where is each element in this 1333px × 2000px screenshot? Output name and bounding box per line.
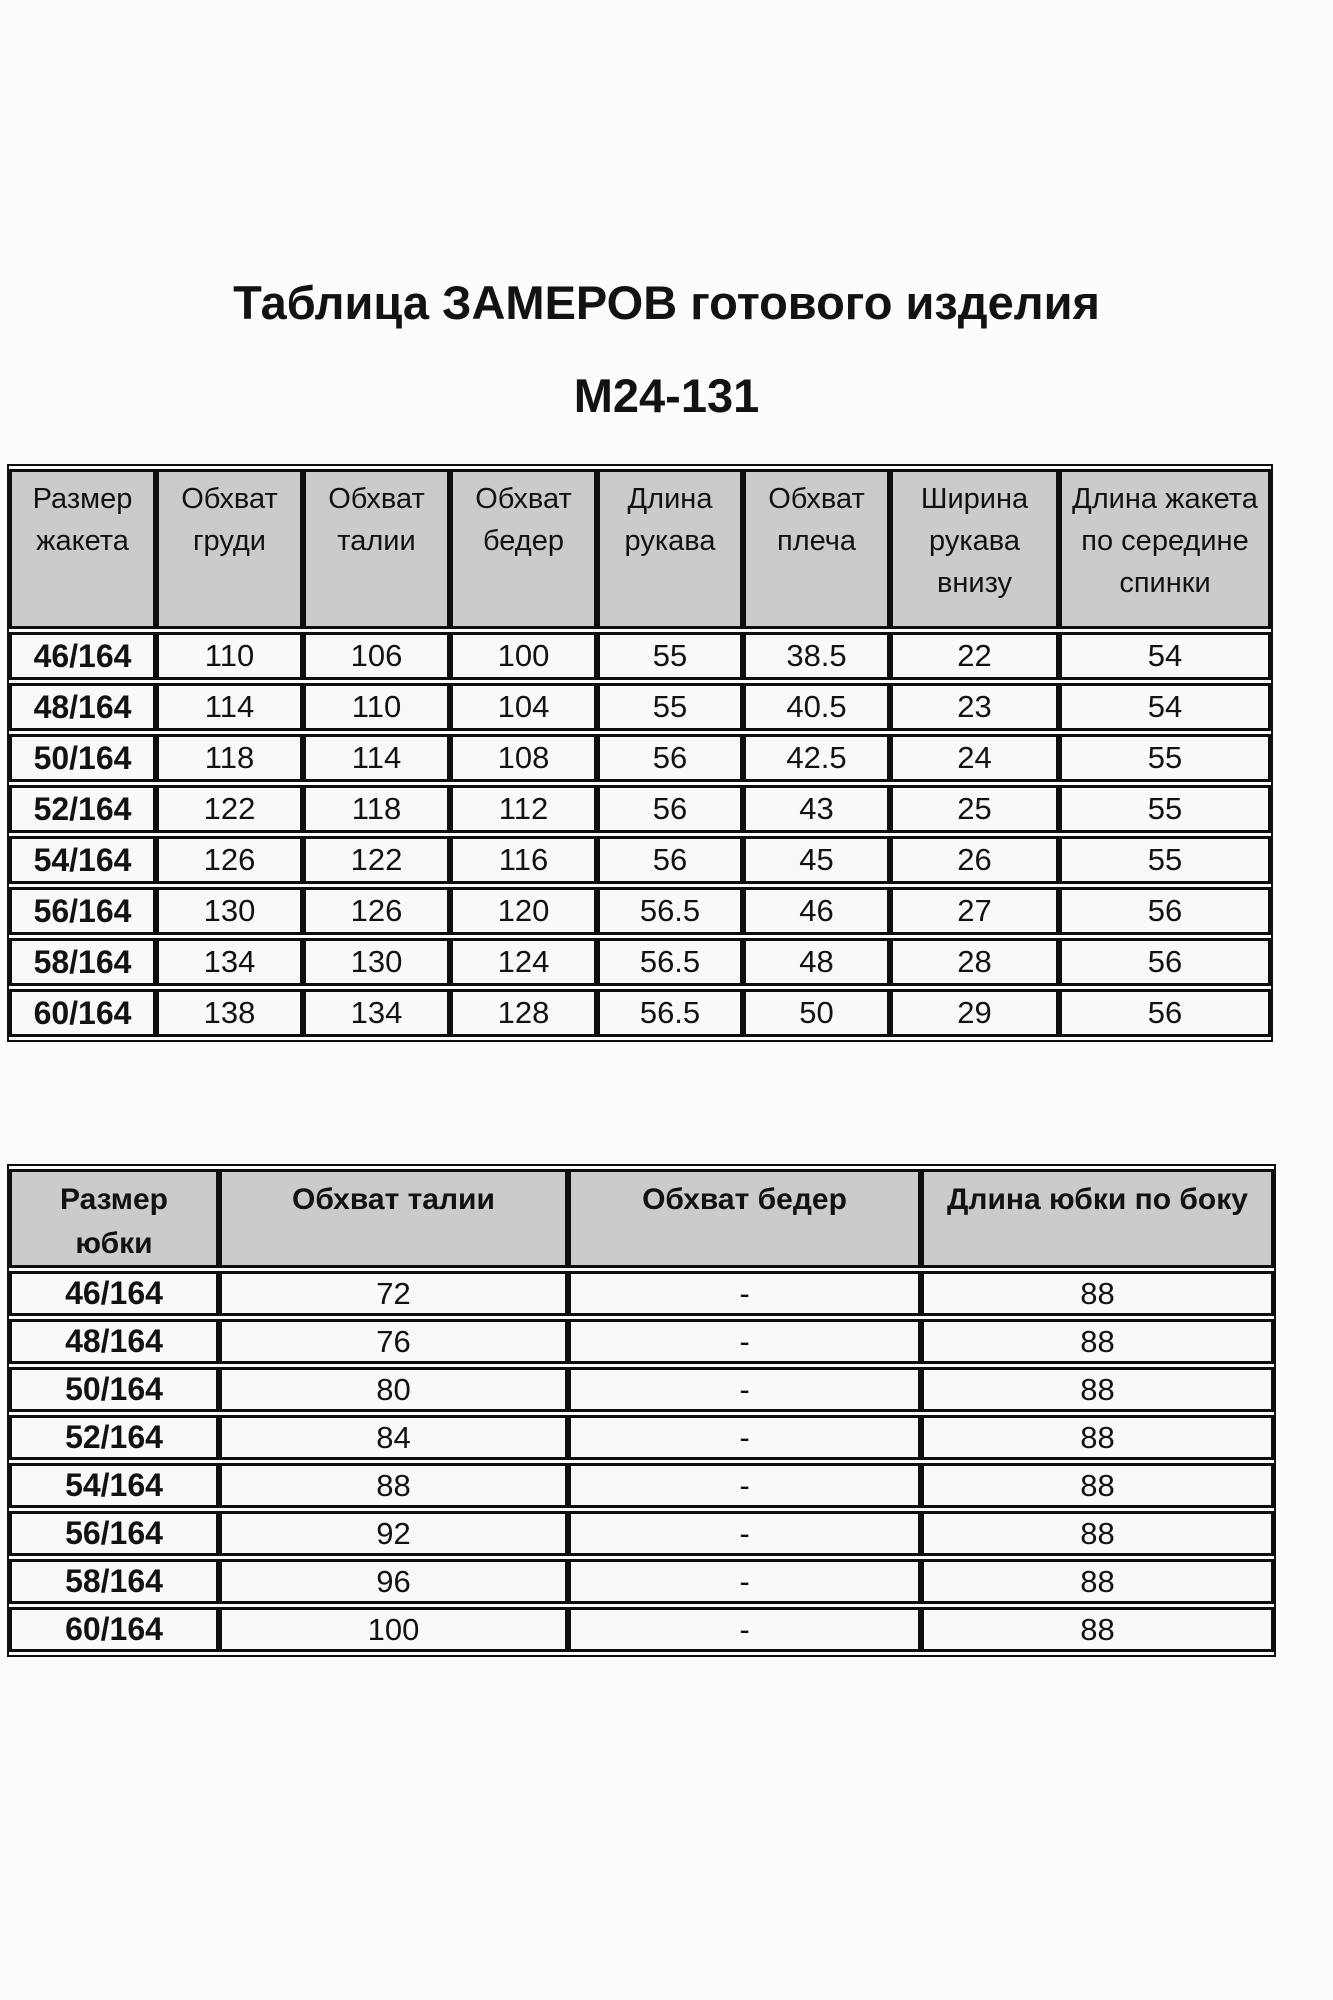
value-cell: 23 — [890, 683, 1059, 731]
value-cell: 43 — [743, 785, 890, 833]
table-row — [9, 938, 1271, 986]
value-cell: 72 — [219, 1271, 568, 1316]
size-cell: 52/164 — [9, 1415, 219, 1460]
value-cell: 54 — [1059, 683, 1271, 731]
table-row — [9, 887, 1271, 935]
header-row — [9, 469, 1271, 629]
value-cell: 120 — [450, 887, 597, 935]
value-cell: 55 — [1059, 785, 1271, 833]
value-cell: 24 — [890, 734, 1059, 782]
value-cell: 100 — [450, 632, 597, 680]
value-cell: 88 — [921, 1271, 1274, 1316]
size-cell: 46/164 — [9, 632, 156, 680]
column-header: Обхват плеча — [743, 469, 890, 629]
value-cell: 88 — [921, 1415, 1274, 1460]
table-row — [9, 734, 1271, 782]
value-cell: 88 — [921, 1319, 1274, 1364]
table-row — [9, 1319, 1274, 1364]
value-cell: 126 — [156, 836, 303, 884]
size-cell: 46/164 — [9, 1271, 219, 1316]
table-row — [9, 632, 1271, 680]
value-cell: 88 — [921, 1559, 1274, 1604]
size-cell: 50/164 — [9, 734, 156, 782]
value-cell: 48 — [743, 938, 890, 986]
value-cell: 100 — [219, 1607, 568, 1652]
size-cell: 58/164 — [9, 1559, 219, 1604]
table-row — [9, 1607, 1274, 1652]
value-cell: 40.5 — [743, 683, 890, 731]
table-row — [9, 1511, 1274, 1556]
value-cell: 122 — [303, 836, 450, 884]
value-cell: 26 — [890, 836, 1059, 884]
value-cell: 46 — [743, 887, 890, 935]
value-cell: 92 — [219, 1511, 568, 1556]
value-cell: - — [568, 1511, 921, 1556]
value-cell: 138 — [156, 989, 303, 1037]
value-cell: 55 — [597, 632, 743, 680]
value-cell: 88 — [921, 1607, 1274, 1652]
value-cell: 56.5 — [597, 887, 743, 935]
value-cell: 50 — [743, 989, 890, 1037]
size-cell: 50/164 — [9, 1367, 219, 1412]
size-cell: 60/164 — [9, 1607, 219, 1652]
value-cell: 55 — [597, 683, 743, 731]
document-title — [0, 0, 1333, 442]
value-cell: 56 — [1059, 938, 1271, 986]
value-cell: 55 — [1059, 734, 1271, 782]
value-cell: - — [568, 1415, 921, 1460]
value-cell: 104 — [450, 683, 597, 731]
column-header: Длина рукава — [597, 469, 743, 629]
value-cell: 118 — [156, 734, 303, 782]
column-header: Длина жакета по середине спинки — [1059, 469, 1271, 629]
value-cell: 114 — [303, 734, 450, 782]
value-cell: 110 — [303, 683, 450, 731]
size-cell: 54/164 — [9, 836, 156, 884]
column-header: Размер жакета — [9, 469, 156, 629]
value-cell: 42.5 — [743, 734, 890, 782]
value-cell: 56 — [597, 785, 743, 833]
value-cell: - — [568, 1271, 921, 1316]
value-cell: - — [568, 1367, 921, 1412]
value-cell: 55 — [1059, 836, 1271, 884]
column-header: Обхват талии — [219, 1169, 568, 1268]
value-cell: 114 — [156, 683, 303, 731]
value-cell: 28 — [890, 938, 1059, 986]
value-cell: 56 — [1059, 887, 1271, 935]
column-header: Размер юбки — [9, 1169, 219, 1268]
size-cell: 58/164 — [9, 938, 156, 986]
table-row — [9, 1463, 1274, 1508]
size-cell: 52/164 — [9, 785, 156, 833]
column-header: Ширина рукава внизу — [890, 469, 1059, 629]
value-cell: 126 — [303, 887, 450, 935]
value-cell: 56 — [1059, 989, 1271, 1037]
column-header: Длина юбки по боку — [921, 1169, 1274, 1268]
value-cell: 134 — [303, 989, 450, 1037]
table-row — [9, 836, 1271, 884]
column-header: Обхват бедер — [450, 469, 597, 629]
table-row — [9, 989, 1271, 1037]
value-cell: 88 — [921, 1367, 1274, 1412]
value-cell: 88 — [921, 1463, 1274, 1508]
value-cell: 122 — [156, 785, 303, 833]
table-row — [9, 1415, 1274, 1460]
table-row — [9, 785, 1271, 833]
value-cell: 38.5 — [743, 632, 890, 680]
value-cell: 110 — [156, 632, 303, 680]
value-cell: 108 — [450, 734, 597, 782]
value-cell: 134 — [156, 938, 303, 986]
value-cell: - — [568, 1463, 921, 1508]
value-cell: - — [568, 1607, 921, 1652]
value-cell: 54 — [1059, 632, 1271, 680]
model-number: М24-131 — [573, 369, 760, 422]
column-header: Обхват груди — [156, 469, 303, 629]
table-row — [9, 1271, 1274, 1316]
table-row — [9, 1367, 1274, 1412]
column-header: Обхват бедер — [568, 1169, 921, 1268]
header-row — [9, 1169, 1274, 1268]
value-cell: 130 — [156, 887, 303, 935]
value-cell: 124 — [450, 938, 597, 986]
value-cell: 128 — [450, 989, 597, 1037]
value-cell: 56.5 — [597, 989, 743, 1037]
size-cell: 56/164 — [9, 887, 156, 935]
value-cell: - — [568, 1319, 921, 1364]
value-cell: 88 — [921, 1511, 1274, 1556]
value-cell: 84 — [219, 1415, 568, 1460]
title-line: Таблица ЗАМЕРОВ готового изделия — [233, 276, 1100, 329]
table-row — [9, 1559, 1274, 1604]
value-cell: 76 — [219, 1319, 568, 1364]
size-cell: 56/164 — [9, 1511, 219, 1556]
value-cell: 25 — [890, 785, 1059, 833]
value-cell: 88 — [219, 1463, 568, 1508]
size-cell: 54/164 — [9, 1463, 219, 1508]
jacket-size-table — [7, 464, 1273, 1042]
skirt-size-table — [7, 1164, 1276, 1657]
size-cell: 48/164 — [9, 1319, 219, 1364]
value-cell: 22 — [890, 632, 1059, 680]
value-cell: 56.5 — [597, 938, 743, 986]
value-cell: 112 — [450, 785, 597, 833]
value-cell: 80 — [219, 1367, 568, 1412]
value-cell: 130 — [303, 938, 450, 986]
value-cell: 96 — [219, 1559, 568, 1604]
value-cell: 29 — [890, 989, 1059, 1037]
value-cell: 56 — [597, 734, 743, 782]
value-cell: 27 — [890, 887, 1059, 935]
value-cell: 118 — [303, 785, 450, 833]
table-row — [9, 683, 1271, 731]
size-cell: 48/164 — [9, 683, 156, 731]
value-cell: 45 — [743, 836, 890, 884]
value-cell: 56 — [597, 836, 743, 884]
value-cell: 106 — [303, 632, 450, 680]
size-cell: 60/164 — [9, 989, 156, 1037]
value-cell: - — [568, 1559, 921, 1604]
value-cell: 116 — [450, 836, 597, 884]
column-header: Обхват талии — [303, 469, 450, 629]
